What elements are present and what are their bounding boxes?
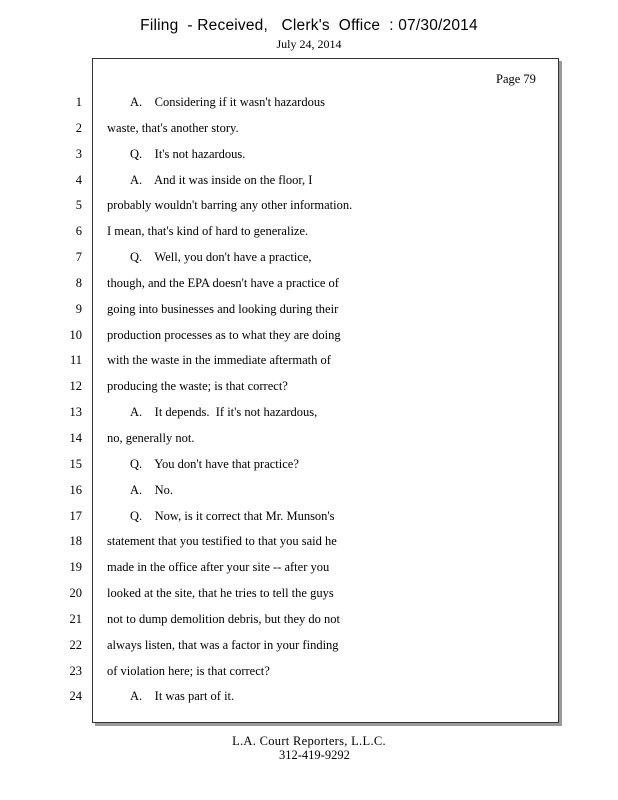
line-number: 2 — [75, 120, 82, 135]
line-text: producing the waste; is that correct? — [107, 379, 288, 394]
transcript-line — [0, 142, 618, 168]
transcript-line — [0, 607, 618, 633]
line-number: 10 — [69, 327, 82, 342]
transcript-line — [0, 348, 618, 374]
line-number: 11 — [69, 353, 82, 368]
transcript-line — [0, 271, 618, 297]
line-number: 15 — [69, 456, 82, 471]
transcript-line — [0, 452, 618, 478]
line-text: statement that you testified to that you said he — [107, 534, 337, 549]
line-number: 9 — [75, 301, 82, 316]
line-text: production processes as to what they are doing — [107, 327, 341, 342]
line-number: 5 — [75, 198, 82, 213]
transcript-line — [0, 426, 618, 452]
filing-stamp: Filing - Received, Clerk's Office : 07/30/2014 — [140, 17, 478, 34]
transcript-line — [0, 116, 618, 142]
reporter-company: L.A. Court Reporters, L.L.C. — [232, 734, 386, 748]
line-text: waste, that's another story. — [107, 120, 239, 135]
reporter-phone: 312-419-9292 — [279, 748, 350, 762]
transcript-line — [0, 219, 618, 245]
transcript-line — [0, 555, 618, 581]
line-text: of violation here; is that correct? — [107, 663, 270, 678]
line-text: always listen, that was a factor in your finding — [107, 637, 339, 652]
page-number: Page 79 — [496, 72, 536, 86]
transcript-line — [0, 684, 618, 710]
transcript-line — [0, 90, 618, 116]
line-text: A. It was part of it. — [130, 689, 235, 704]
line-number: 8 — [75, 275, 82, 290]
line-number: 18 — [69, 534, 82, 549]
line-number: 13 — [69, 405, 82, 420]
line-text: A. And it was inside on the floor, I — [130, 172, 313, 187]
line-text: with the waste in the immediate aftermath of — [107, 353, 331, 368]
transcript-line — [0, 633, 618, 659]
line-number: 17 — [69, 508, 82, 523]
line-text: though, and the EPA doesn't have a practice of — [107, 275, 339, 290]
line-number: 22 — [69, 637, 82, 652]
line-text: Q. Now, is it correct that Mr. Munson's — [130, 508, 335, 523]
transcript-line — [0, 659, 618, 685]
transcript-line — [0, 168, 618, 194]
line-number: 14 — [69, 430, 82, 445]
line-number: 12 — [69, 379, 82, 394]
line-text: Q. Well, you don't have a practice, — [130, 250, 312, 265]
transcript-line — [0, 400, 618, 426]
transcript-line — [0, 529, 618, 555]
line-text: I mean, that's kind of hard to generalize. — [107, 224, 309, 239]
line-text: A. Considering if it wasn't hazardous — [130, 95, 325, 109]
line-text: looked at the site, that he tries to tell the guys — [107, 586, 334, 601]
line-text: Q. It's not hazardous. — [130, 146, 246, 161]
line-number: 19 — [69, 560, 82, 575]
transcript-line — [0, 374, 618, 400]
line-number: 24 — [69, 689, 82, 704]
line-number: 21 — [69, 611, 82, 626]
line-number: 16 — [69, 482, 82, 497]
line-number: 3 — [75, 146, 82, 161]
deposition-date: July 24, 2014 — [276, 37, 342, 51]
line-number: 4 — [75, 172, 82, 187]
transcript-line — [0, 323, 618, 349]
line-text: not to dump demolition debris, but they do not — [107, 611, 340, 626]
line-number: 23 — [69, 663, 82, 678]
line-text: going into businesses and looking during their — [107, 301, 339, 316]
transcript-line — [0, 478, 618, 504]
line-text: A. No. — [130, 482, 174, 497]
line-text: Q. You don't have that practice? — [130, 456, 299, 471]
line-number: 1 — [75, 95, 82, 109]
transcript-line — [0, 581, 618, 607]
line-number: 20 — [69, 586, 82, 601]
line-text: A. It depends. If it's not hazardous, — [130, 405, 318, 420]
line-text: probably wouldn't barring any other information. — [107, 198, 353, 213]
line-number: 7 — [75, 250, 82, 265]
transcript-line — [0, 297, 618, 323]
line-text: made in the office after your site -- after you — [107, 560, 330, 575]
transcript-line — [0, 504, 618, 530]
transcript-line — [0, 193, 618, 219]
line-number: 6 — [75, 224, 82, 239]
transcript-lines — [0, 90, 618, 710]
line-text: no, generally not. — [107, 430, 195, 445]
transcript-line — [0, 245, 618, 271]
